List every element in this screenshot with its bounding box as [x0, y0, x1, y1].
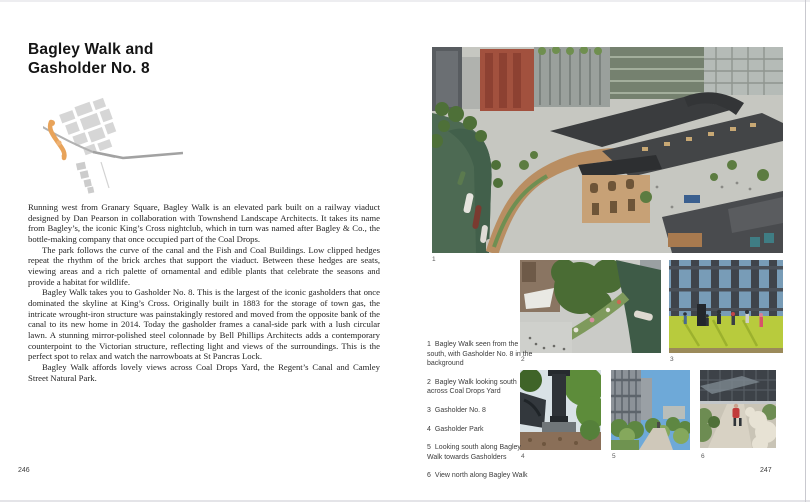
caption-6: [427, 471, 533, 481]
figure-number-3: 3: [670, 356, 674, 363]
figure-number-6: 6: [701, 453, 705, 460]
page-title: [28, 40, 154, 78]
caption-1-text: Bagley Walk seen from the south, with Gasholder No. 8 in the background: [427, 341, 533, 368]
photo-2-image: [520, 260, 661, 353]
paragraph-1: Running west from Granary Square, Bagley Walk is an elevated park built on a railway viaduct designed by Dan Pearson in collaboration with Townshend Landscape Architects. It takes its name from Bagley’s, the iconic King’s Cross nightclub, which in turn was named after Bagley & Co., the bottle-making company that once occupied part of the Coal Drops.: [28, 202, 380, 244]
location-map: [43, 96, 183, 196]
caption-4-number: 4: [427, 425, 431, 433]
caption-1: [427, 340, 533, 369]
paragraph-3: Bagley Walk takes you to Gasholder No. 8. This is the largest of the iconic gasholders that once dominated the skyline at King’s Cross. Originally built in 1883 for the storage of town gas, the intricate wrought-iron structure was painstakingly restored and moved from the opposite bank of the canal to its new home in 2014. Today the gasholder frames a canal-side park with a lush circular lawn. A stunning mirror-polished steel colonnade by Bell Phillips Architects adds a contemporary counterpoint to the Victorian structure, reflecting light and views of the surroundings. This is the perfect spot to relax and watch the narrowboats at St Pancras Lock.: [28, 287, 380, 362]
paragraph-4: Bagley Walk affords lovely views across Coal Drops Yard, the Regent’s Canal and Camley Street Natural Park.: [28, 361, 380, 383]
photo-6-image: [700, 370, 776, 448]
caption-4: [427, 425, 533, 435]
caption-6-text: View north along Bagley Walk: [434, 472, 528, 480]
caption-3: [427, 406, 533, 416]
photo-3-image: [669, 260, 783, 353]
figure-number-5: 5: [612, 453, 616, 460]
caption-2: [427, 378, 533, 397]
caption-1-number: 1: [427, 341, 431, 348]
location-map-illustration: [43, 96, 183, 196]
page-title-line2: Gasholder No. 8: [28, 60, 150, 77]
caption-5-text: Looking south along Bagley Walk towards Gasholders: [427, 444, 521, 461]
page-edge-top: [0, 0, 810, 2]
photo-5-walk-towards-gasholders: [611, 370, 690, 450]
photo-3-gasholder-lawn: [669, 260, 783, 353]
photo-6-walk-north: [700, 370, 776, 448]
figure-number-1: 1: [432, 256, 436, 263]
caption-5-number: 5: [427, 444, 431, 452]
caption-3-text: Gasholder No. 8: [434, 406, 486, 414]
figure-number-2: 2: [521, 356, 525, 363]
page-number-left: 246: [18, 467, 30, 474]
photo-5-image: [611, 370, 690, 450]
caption-list: [427, 340, 533, 490]
caption-2-text: Bagley Walk looking south across Coal Drops Yard: [427, 378, 517, 396]
photo-1-aerial-coal-drops-yard: [432, 47, 783, 253]
caption-4-text: Gasholder Park: [434, 425, 484, 433]
page-edge-right: [805, 0, 806, 502]
photo-1-image: [432, 47, 783, 253]
caption-6-number: 6: [427, 472, 431, 480]
figure-number-4: 4: [521, 453, 525, 460]
caption-2-number: 2: [427, 378, 431, 386]
paragraph-2: The park follows the curve of the canal and the Fish and Coal Buildings. Low clipped hedges repeat the rhythm of the brick arches that support the viaduct. Between these hedges are seats, viewing areas and a rich palette of ornamental and edible plants that celebrate the seasons and provide a habitat for wildlife.: [28, 244, 380, 287]
body-text: [28, 202, 380, 383]
page-title-line1: Bagley Walk and: [28, 41, 154, 58]
caption-5: [427, 443, 533, 462]
caption-3-number: 3: [427, 406, 431, 414]
photo-2-aerial-bagley-walk: [520, 260, 661, 353]
page-number-right: 247: [760, 467, 772, 474]
